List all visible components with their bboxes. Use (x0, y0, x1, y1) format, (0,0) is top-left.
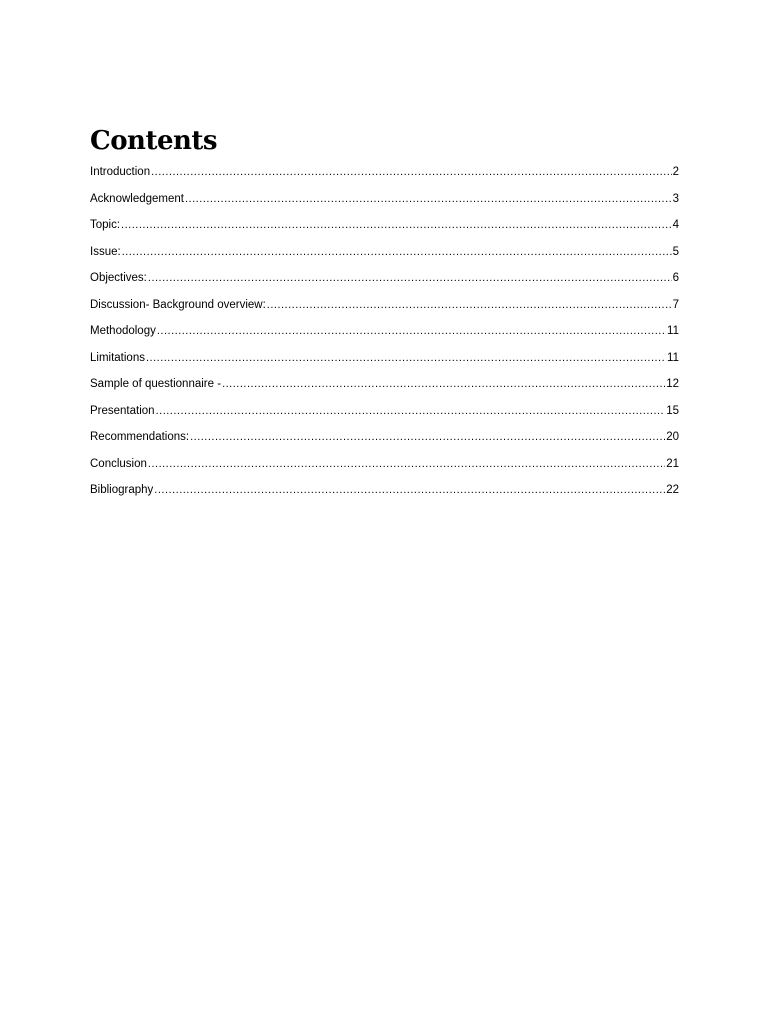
toc-page-number: 20 (666, 431, 679, 443)
toc-entry-bibliography[interactable] (90, 480, 679, 507)
toc-page-number: 21 (666, 457, 679, 470)
toc-entry-label: Introduction (90, 166, 151, 178)
toc-entry-topic[interactable] (90, 215, 679, 242)
toc-entry-label: Sample of questionnaire - (90, 378, 222, 390)
toc-page-number: 15 (666, 404, 679, 417)
toc-dot-leader (122, 242, 672, 262)
toc-entry-label: Presentation (90, 404, 155, 417)
toc-entry-label: Conclusion (90, 457, 147, 470)
toc-entry-presentation[interactable] (90, 401, 679, 428)
toc-dot-leader (222, 374, 665, 394)
toc-page-number: 11 (667, 325, 679, 337)
toc-entry-label: Bibliography (90, 484, 154, 496)
toc-entry-discussion[interactable] (90, 295, 679, 322)
toc-dot-leader (267, 295, 672, 315)
toc-dot-leader (148, 454, 665, 474)
toc-page-number: 11 (667, 351, 679, 364)
toc-entry-acknowledgement[interactable] (90, 189, 679, 216)
toc-entry-label: Issue: (90, 245, 121, 258)
toc-page-number: 12 (666, 378, 679, 390)
toc-entry-label: Acknowledgement (90, 192, 184, 205)
toc-entry-objectives[interactable] (90, 268, 679, 295)
toc-dot-leader (148, 268, 672, 288)
toc-entry-introduction[interactable] (90, 162, 679, 189)
toc-entry-recommendations[interactable] (90, 427, 679, 454)
toc-entry-label: Recommendations: (90, 431, 190, 443)
toc-entry-sample-questionnaire[interactable] (90, 374, 679, 401)
toc-page-number: 3 (672, 192, 679, 205)
toc-dot-leader (154, 480, 665, 500)
toc-dot-leader (157, 321, 666, 341)
toc-page-number: 7 (672, 298, 679, 311)
toc-heading: Contents (90, 126, 218, 156)
toc-dot-leader (151, 162, 671, 182)
toc-entry-label: Methodology (90, 325, 156, 337)
toc-entry-label: Topic: (90, 219, 121, 231)
toc-entry-issue[interactable] (90, 242, 679, 269)
toc-dot-leader (121, 215, 672, 235)
toc-page-number: 2 (672, 166, 679, 178)
toc-dot-leader (190, 427, 665, 447)
toc-entry-conclusion[interactable] (90, 454, 679, 481)
table-of-contents (90, 162, 679, 507)
toc-page-number: 5 (672, 245, 679, 258)
toc-dot-leader (156, 401, 666, 421)
toc-entry-methodology[interactable] (90, 321, 679, 348)
toc-dot-leader (146, 348, 666, 368)
toc-entry-label: Discussion- Background overview: (90, 298, 266, 311)
toc-page-number: 22 (666, 484, 679, 496)
toc-page-number: 6 (672, 272, 679, 284)
toc-dot-leader (185, 189, 672, 209)
toc-entry-label: Objectives: (90, 272, 147, 284)
toc-entry-limitations[interactable] (90, 348, 679, 375)
toc-page-number: 4 (672, 219, 679, 231)
toc-entry-label: Limitations (90, 351, 145, 364)
